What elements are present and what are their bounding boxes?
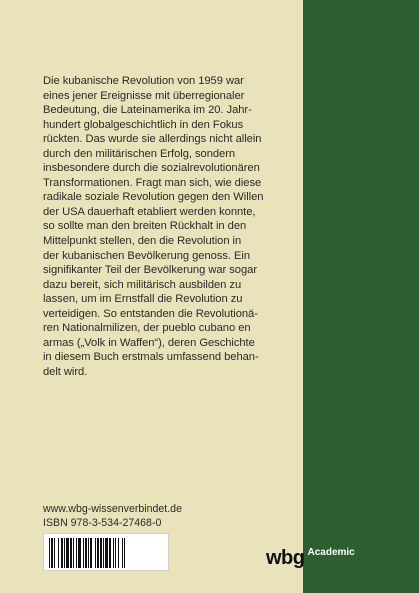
barcode-bar	[122, 538, 123, 568]
barcode-bar	[95, 538, 96, 568]
barcode-bar	[51, 538, 53, 568]
barcode-bar	[115, 538, 116, 568]
barcode-bar	[76, 538, 77, 568]
barcode-bar	[109, 538, 111, 568]
isbn-number: ISBN 978-3-534-27468-0	[43, 517, 162, 529]
barcode-bar	[85, 538, 87, 568]
barcode-bar	[113, 538, 114, 568]
barcode-bar	[88, 538, 89, 568]
barcode-bar	[78, 538, 81, 568]
barcode-bars	[49, 538, 165, 568]
barcode-bar	[49, 538, 50, 568]
publisher-website: www.wbg-wissenverbindet.de	[43, 503, 182, 515]
barcode-bar	[58, 538, 59, 568]
barcode-bar	[70, 538, 72, 568]
barcode-bar	[100, 538, 102, 568]
barcode-bar	[103, 538, 104, 568]
barcode-bar	[61, 538, 63, 568]
barcode-bar	[83, 538, 84, 568]
barcode	[43, 533, 169, 571]
barcode-bar	[124, 538, 125, 568]
publisher-logo	[266, 548, 355, 568]
barcode-bar	[66, 538, 69, 568]
barcode-bar	[54, 538, 55, 568]
logo-academic-text: Academic	[307, 547, 355, 558]
green-side-panel	[303, 0, 419, 593]
barcode-bar	[105, 538, 108, 568]
barcode-bar	[64, 538, 65, 568]
barcode-bar	[73, 538, 74, 568]
barcode-bar	[118, 538, 119, 568]
logo-wbg-text: wbg	[266, 547, 305, 569]
blurb-text: Die kubanische Revolution von 1959 war eines jener Ereignisse mit überregionaler Bedeutung, die Lateinamerika im 20. Jahr- hundert globalgeschichtlich in den Fokus rückten. Das wurde sie allerdings nicht allein durch den militärischen Erfolg, sondern insbesondere durch die sozialrevolutionären Transformationen. Fragt man sich, wie diese radikale soziale Revolution gegen den Willen der USA dauerhaft etabliert werden konnte, so sollte man den breiten Rückhalt in den Mittelpunkt stellen, den die Revolution in der kubanischen Bevölkerung genoss. Ein signifikanter Teil der Bevölkerung war sogar dazu bereit, sich militärisch ausbilden zu lassen, um im Ernstfall die Revolution zu verteidigen. So entstanden die Revolutionä- ren Nationalmilizen, der pueblo cubano en armas („Volk in Waffen“), deren Geschichte in diesem Buch erstmals umfassend behan- delt wird.	[43, 75, 264, 378]
barcode-bar	[90, 538, 92, 568]
barcode-bar	[97, 538, 99, 568]
